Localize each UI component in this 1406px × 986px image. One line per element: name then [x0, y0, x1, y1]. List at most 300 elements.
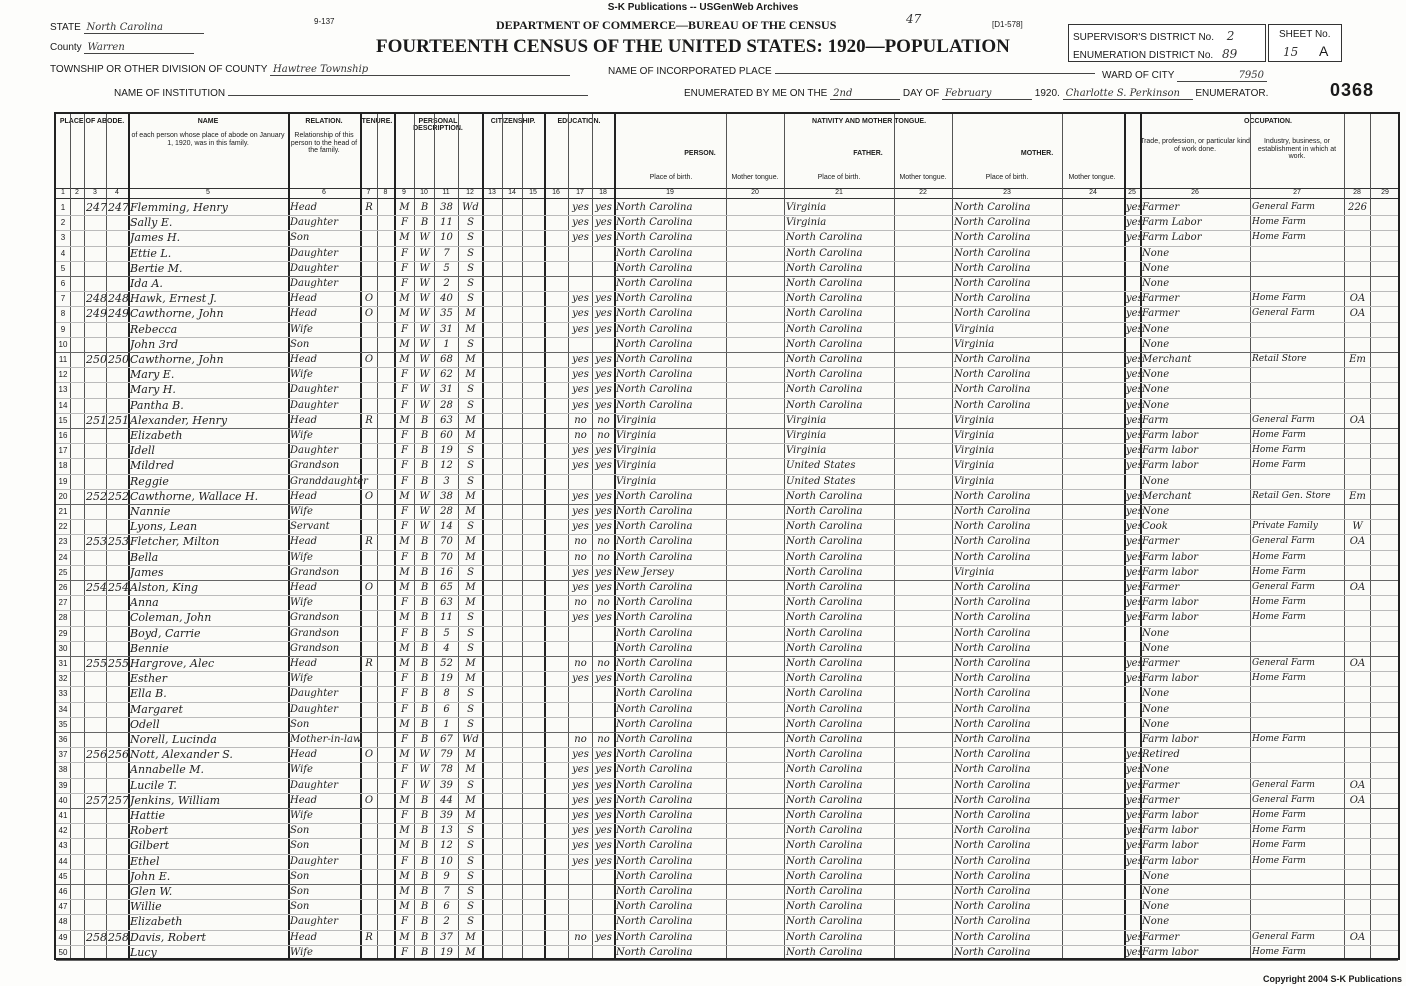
- cell-sex: F: [401, 430, 408, 441]
- line-number: 4: [60, 248, 66, 258]
- cell-name: John 3rd: [130, 337, 178, 351]
- cell-code: OA: [1349, 931, 1366, 943]
- cell-fbp: North Carolina: [786, 551, 863, 563]
- cell-fbp: North Carolina: [786, 293, 863, 305]
- line-number: 49: [58, 932, 68, 942]
- table-row: [56, 914, 1398, 929]
- cell-ms: S: [467, 293, 474, 305]
- cell-ms: S: [467, 916, 474, 928]
- column-number: 19: [666, 189, 674, 196]
- table-row: [56, 246, 1398, 261]
- cell-fbp: North Carolina: [786, 840, 863, 852]
- cell-sex: F: [401, 946, 408, 958]
- cell-ind: General Farm: [1252, 582, 1315, 592]
- cell-sex: M: [399, 202, 410, 213]
- line-number: 16: [58, 431, 68, 440]
- cell-code: OA: [1349, 308, 1366, 320]
- cell-race: W: [419, 338, 430, 350]
- cell-dw: 258: [86, 930, 107, 944]
- cell-ind: General Farm: [1252, 308, 1315, 319]
- cell-name: Ethel: [130, 854, 160, 868]
- cell-age: 4: [443, 642, 450, 654]
- cell-mbp: North Carolina: [954, 551, 1031, 563]
- cell-write: no: [597, 430, 610, 441]
- cell-own: O: [364, 794, 374, 806]
- cell-ms: S: [467, 901, 474, 913]
- cell-rel: Daughter: [290, 247, 338, 259]
- cell-ind: Home Farm: [1252, 293, 1306, 304]
- cell-race: B: [420, 673, 429, 685]
- cell-mbp: North Carolina: [954, 870, 1031, 882]
- cell-fbp: North Carolina: [786, 825, 863, 837]
- cell-sex: M: [399, 931, 410, 943]
- line-number: 48: [58, 917, 68, 927]
- cell-occ: None: [1142, 247, 1170, 259]
- cell-name: Ella B.: [130, 687, 167, 701]
- cell-race: B: [420, 703, 429, 715]
- colnum-bottom-line: [56, 198, 1398, 199]
- cell-rel: Granddaughter: [290, 475, 368, 487]
- cell-eng: yes: [1126, 779, 1143, 791]
- cell-sex: M: [399, 566, 410, 578]
- cell-race: B: [420, 445, 429, 457]
- cell-fbp: Virginia: [786, 445, 827, 457]
- cell-age: 63: [440, 597, 453, 609]
- cell-age: 28: [440, 506, 453, 517]
- cell-sex: F: [401, 399, 408, 411]
- cell-fbp: North Carolina: [786, 338, 863, 350]
- cell-name: Annabelle M.: [130, 763, 205, 777]
- cell-occ: Farm labor: [1142, 612, 1199, 624]
- cell-age: 7: [443, 886, 450, 897]
- cell-dw: 257: [86, 793, 107, 807]
- cell-rel: Wife: [290, 551, 313, 563]
- cell-occ: None: [1142, 338, 1170, 350]
- column-number: 6: [322, 189, 326, 196]
- table-row: [56, 534, 1398, 549]
- cell-bp: North Carolina: [616, 688, 693, 700]
- cell-fam: 257: [108, 793, 129, 807]
- cell-write: yes: [595, 308, 612, 320]
- cell-write: yes: [595, 810, 612, 821]
- cell-sex: M: [399, 901, 410, 913]
- cell-write: yes: [595, 521, 612, 533]
- cell-occ: Farmer: [1142, 779, 1180, 791]
- cell-mbp: North Carolina: [954, 354, 1031, 365]
- cell-bp: North Carolina: [616, 308, 693, 320]
- cell-sex: F: [401, 764, 408, 776]
- table-row: [56, 504, 1398, 519]
- cell-write: yes: [595, 673, 612, 685]
- cell-own: O: [364, 490, 374, 502]
- header-trade: Trade, profession, or particular kind of work done.: [1140, 138, 1250, 153]
- cell-write: yes: [595, 506, 612, 517]
- cell-rel: Wife: [290, 430, 313, 441]
- cell-mbp: North Carolina: [954, 916, 1031, 928]
- cell-age: 67: [440, 734, 453, 745]
- table-row: [56, 595, 1398, 610]
- cell-fbp: North Carolina: [786, 582, 863, 593]
- cell-age: 38: [440, 490, 453, 502]
- cell-sex: F: [401, 551, 408, 563]
- line-number: 27: [58, 598, 68, 608]
- cell-code: OA: [1349, 414, 1366, 426]
- line-number: 30: [58, 643, 68, 653]
- cell-eng: yes: [1126, 582, 1143, 593]
- cell-eng: yes: [1126, 658, 1143, 669]
- cell-name: Boyd, Carrie: [130, 626, 201, 640]
- cell-dw: 252: [86, 489, 107, 503]
- cell-sex: M: [399, 612, 410, 624]
- cell-read: yes: [572, 308, 589, 320]
- cell-ms: S: [467, 384, 474, 396]
- cell-age: 14: [440, 521, 453, 533]
- cell-write: yes: [595, 931, 612, 943]
- cell-occ: Farm Labor: [1142, 217, 1202, 229]
- cell-ms: S: [467, 870, 474, 882]
- cell-eng: yes: [1126, 293, 1143, 305]
- cell-occ: None: [1142, 278, 1170, 289]
- header-tongue-mother: Mother tongue.: [1068, 174, 1116, 181]
- cell-bp: North Carolina: [616, 642, 693, 654]
- cell-read: yes: [572, 217, 589, 229]
- cell-write: yes: [595, 445, 612, 457]
- cell-eng: yes: [1126, 506, 1143, 517]
- table-row: [56, 884, 1398, 899]
- cell-race: B: [420, 551, 429, 563]
- cell-sex: M: [399, 354, 410, 365]
- line-number: 24: [58, 552, 68, 562]
- township-value: Hawtree Township: [270, 64, 570, 76]
- line-number: 43: [58, 841, 68, 851]
- table-row: [56, 899, 1398, 914]
- cell-occ: None: [1142, 399, 1170, 411]
- cell-code: Em: [1349, 354, 1366, 365]
- cell-occ: Farmer: [1142, 202, 1180, 213]
- table-row: [56, 261, 1398, 276]
- cell-ind: General Farm: [1252, 658, 1315, 668]
- cell-write: yes: [595, 794, 612, 806]
- line-number: 46: [58, 887, 68, 896]
- cell-read: yes: [572, 354, 589, 365]
- cell-eng: yes: [1126, 490, 1143, 502]
- cell-write: yes: [595, 460, 612, 472]
- cell-occ: Farmer: [1142, 293, 1180, 305]
- county-field: [50, 42, 194, 54]
- cell-eng: yes: [1126, 840, 1143, 852]
- cell-occ: Farm labor: [1142, 551, 1199, 563]
- cell-ms: M: [465, 658, 476, 669]
- cell-bp: North Carolina: [616, 779, 693, 791]
- line-number: 37: [58, 750, 68, 760]
- cell-code: OA: [1349, 293, 1366, 305]
- cell-name: Bertie M.: [130, 261, 183, 275]
- column-number: 15: [529, 189, 537, 196]
- cell-write: yes: [595, 384, 612, 396]
- cell-name: Glen W.: [130, 885, 173, 898]
- cell-ind: Home Farm: [1252, 597, 1306, 608]
- line-number: 13: [58, 385, 68, 395]
- cell-dw: 247: [86, 201, 107, 214]
- cell-name: Hargrove, Alec: [130, 657, 215, 670]
- cell-fbp: North Carolina: [786, 901, 863, 913]
- column-number: 4: [115, 189, 119, 196]
- group-place: PLACE OF ABODE.: [59, 118, 125, 125]
- cell-ind: Home Farm: [1252, 445, 1306, 456]
- cell-read: yes: [572, 490, 589, 502]
- table-row: [56, 732, 1398, 747]
- cell-name: Odell: [130, 717, 160, 731]
- line-number: 32: [58, 674, 68, 684]
- line-number: 25: [58, 567, 68, 577]
- cell-mbp: North Carolina: [954, 794, 1031, 806]
- cell-occ: None: [1142, 703, 1170, 715]
- cell-age: 8: [443, 688, 450, 700]
- cell-own: O: [364, 293, 374, 305]
- column-number: 17: [576, 189, 584, 196]
- cell-read: no: [574, 931, 587, 943]
- cell-fbp: North Carolina: [786, 779, 863, 791]
- cell-fbp: North Carolina: [786, 490, 863, 502]
- cell-age: 6: [443, 703, 450, 715]
- cell-eng: yes: [1126, 445, 1143, 457]
- table-row: [56, 458, 1398, 473]
- cell-read: yes: [572, 460, 589, 472]
- cell-age: 28: [440, 399, 453, 411]
- cell-age: 10: [440, 855, 453, 867]
- cell-sex: M: [399, 536, 410, 548]
- cell-name: Robert: [130, 824, 169, 838]
- table-row: [56, 626, 1398, 641]
- cell-occ: Retired: [1142, 749, 1180, 761]
- column-number: 5: [206, 189, 210, 196]
- cell-sex: M: [399, 490, 410, 502]
- cell-fam: 256: [108, 748, 129, 762]
- column-number: 28: [1353, 189, 1361, 196]
- cell-dw: 254: [86, 581, 107, 594]
- line-number: 41: [58, 811, 68, 820]
- cell-sex: F: [401, 521, 408, 533]
- cell-bp: North Carolina: [616, 794, 693, 806]
- cell-rel: Grandson: [290, 642, 340, 654]
- cell-ms: S: [467, 688, 474, 700]
- cell-name: James: [130, 565, 164, 579]
- ward-field: [1102, 70, 1267, 82]
- cell-name: Mildred: [130, 459, 175, 473]
- cell-rel: Grandson: [290, 566, 340, 578]
- cell-ind: Home Farm: [1252, 460, 1306, 471]
- table-row: [56, 428, 1398, 443]
- cell-sex: M: [399, 718, 410, 730]
- cell-fam: 250: [108, 353, 129, 366]
- cell-age: 65: [440, 582, 453, 593]
- cell-read: no: [574, 414, 587, 426]
- cell-fbp: Virginia: [786, 217, 827, 229]
- cell-own: O: [364, 582, 374, 593]
- cell-rel: Wife: [290, 369, 313, 381]
- cell-code: OA: [1349, 658, 1366, 669]
- cell-rel: Daughter: [290, 779, 338, 791]
- cell-code: OA: [1349, 794, 1366, 806]
- cell-mbp: North Carolina: [954, 217, 1031, 229]
- column-number: 12: [466, 189, 474, 196]
- cell-occ: None: [1142, 384, 1170, 396]
- cell-occ: Cook: [1142, 521, 1168, 533]
- township-label: TOWNSHIP OR OTHER DIVISION OF COUNTY: [50, 64, 268, 75]
- line-number: 20: [58, 491, 68, 501]
- cell-mbp: North Carolina: [954, 718, 1031, 730]
- cell-bp: Virginia: [616, 460, 657, 472]
- cell-sex: M: [399, 794, 410, 806]
- cell-name: Alston, King: [130, 581, 199, 594]
- source-line: S-K Publications -- USGenWeb Archives: [607, 2, 799, 13]
- cell-write: yes: [595, 369, 612, 381]
- state-label: STATE: [50, 22, 81, 33]
- cell-occ: Farmer: [1142, 308, 1180, 320]
- cell-own: R: [365, 536, 373, 548]
- cell-eng: yes: [1126, 384, 1143, 396]
- cell-rel: Head: [290, 202, 318, 213]
- cell-eng: yes: [1126, 460, 1143, 472]
- cell-occ: None: [1142, 886, 1170, 897]
- cell-sex: F: [401, 688, 408, 700]
- institution-line: [228, 95, 588, 96]
- ward-value: 7950: [1177, 70, 1267, 82]
- cell-mbp: North Carolina: [954, 688, 1031, 700]
- cell-rel: Son: [290, 870, 310, 882]
- cell-race: B: [420, 658, 429, 669]
- line-number: 50: [58, 947, 68, 957]
- cell-fbp: North Carolina: [786, 870, 863, 882]
- cell-mbp: North Carolina: [954, 521, 1031, 533]
- cell-occ: Farm Labor: [1142, 232, 1202, 244]
- cell-sex: M: [399, 414, 410, 426]
- cell-age: 68: [440, 354, 453, 365]
- group-citizenship: CITIZENSHIP.: [490, 118, 536, 125]
- cell-occ: None: [1142, 764, 1170, 776]
- table-row: [56, 656, 1398, 671]
- table-row: [56, 291, 1398, 306]
- cell-sex: M: [399, 886, 410, 897]
- cell-bp: North Carolina: [616, 506, 693, 517]
- cell-fbp: United States: [786, 460, 856, 472]
- cell-race: W: [419, 369, 430, 381]
- cell-ind: General Farm: [1252, 931, 1315, 942]
- cell-name: Cawthorne, John: [130, 353, 224, 366]
- cell-mbp: North Carolina: [954, 658, 1031, 669]
- cell-rel: Wife: [290, 764, 313, 776]
- cell-eng: yes: [1126, 399, 1143, 411]
- county-value: Warren: [84, 42, 194, 54]
- cell-read: yes: [572, 202, 589, 213]
- line-number: 28: [58, 613, 68, 623]
- cell-sex: M: [399, 338, 410, 350]
- line-number: 39: [58, 780, 68, 790]
- line-number: 15: [58, 415, 68, 425]
- cell-occ: Farmer: [1142, 536, 1180, 548]
- cell-write: yes: [595, 825, 612, 837]
- cell-read: yes: [572, 582, 589, 593]
- cell-age: 19: [440, 673, 453, 685]
- cell-ms: M: [465, 551, 476, 563]
- cell-age: 1: [443, 338, 450, 350]
- supervisor-field: [1073, 29, 1234, 43]
- cell-fbp: North Carolina: [786, 734, 863, 745]
- cell-sex: F: [401, 475, 408, 487]
- line-number: 45: [58, 871, 68, 881]
- line-number: 18: [58, 461, 68, 471]
- cell-read: yes: [572, 794, 589, 806]
- cell-mbp: North Carolina: [954, 703, 1031, 715]
- group-name: NAME: [197, 118, 219, 125]
- cell-write: yes: [595, 779, 612, 791]
- cell-ms: S: [467, 338, 474, 350]
- cell-bp: North Carolina: [616, 612, 693, 624]
- cell-eng: yes: [1126, 414, 1143, 426]
- cell-occ: Farm labor: [1142, 855, 1199, 867]
- table-row: [56, 747, 1398, 762]
- cell-read: yes: [572, 855, 589, 867]
- line-number: 17: [58, 446, 68, 456]
- column-number: 25: [1128, 189, 1136, 196]
- header-relation: Relationship of this person to the head of the family.: [290, 132, 358, 155]
- cell-occ: Farm labor: [1142, 673, 1199, 685]
- cell-ms: S: [467, 855, 474, 867]
- cell-eng: yes: [1126, 551, 1143, 563]
- cell-bp: North Carolina: [616, 916, 693, 928]
- cell-rel: Wife: [290, 597, 313, 609]
- cell-read: yes: [572, 749, 589, 761]
- cell-bp: North Carolina: [616, 247, 693, 259]
- cell-ind: General Farm: [1252, 779, 1315, 790]
- cell-fbp: North Carolina: [786, 612, 863, 624]
- cell-eng: yes: [1126, 810, 1143, 821]
- cell-fam: 247: [108, 201, 129, 214]
- cell-sex: F: [401, 506, 408, 517]
- cell-name: Cawthorne, Wallace H.: [130, 489, 259, 503]
- cell-name: Lyons, Lean: [130, 520, 198, 534]
- cell-name: Bella: [130, 550, 159, 564]
- cell-bp: North Carolina: [616, 384, 693, 396]
- line-number: 35: [58, 719, 68, 729]
- cell-ms: Wd: [462, 734, 479, 745]
- cell-age: 5: [443, 627, 450, 639]
- cell-occ: Farm: [1142, 414, 1169, 426]
- cell-write: yes: [595, 202, 612, 213]
- cell-read: yes: [572, 369, 589, 381]
- cell-mbp: North Carolina: [954, 384, 1031, 396]
- sheet-letter: A: [1319, 43, 1329, 59]
- cell-eng: yes: [1126, 369, 1143, 381]
- table-row: [56, 489, 1398, 504]
- day-of-label: DAY OF: [902, 88, 940, 99]
- cell-rel: Daughter: [290, 703, 338, 715]
- cell-rel: Wife: [290, 810, 313, 821]
- cell-mbp: North Carolina: [954, 642, 1031, 654]
- cell-ms: M: [465, 369, 476, 381]
- cell-eng: yes: [1126, 673, 1143, 685]
- cell-sex: M: [399, 642, 410, 654]
- cell-sex: F: [401, 445, 408, 457]
- cell-sex: F: [401, 262, 408, 274]
- column-number: 14: [508, 189, 516, 196]
- cell-sex: M: [399, 308, 410, 320]
- cell-occ: Farm labor: [1142, 460, 1199, 472]
- cell-fbp: North Carolina: [786, 308, 863, 320]
- cell-ms: M: [465, 414, 476, 426]
- cell-write: no: [597, 414, 610, 426]
- cell-occ: Farmer: [1142, 582, 1180, 593]
